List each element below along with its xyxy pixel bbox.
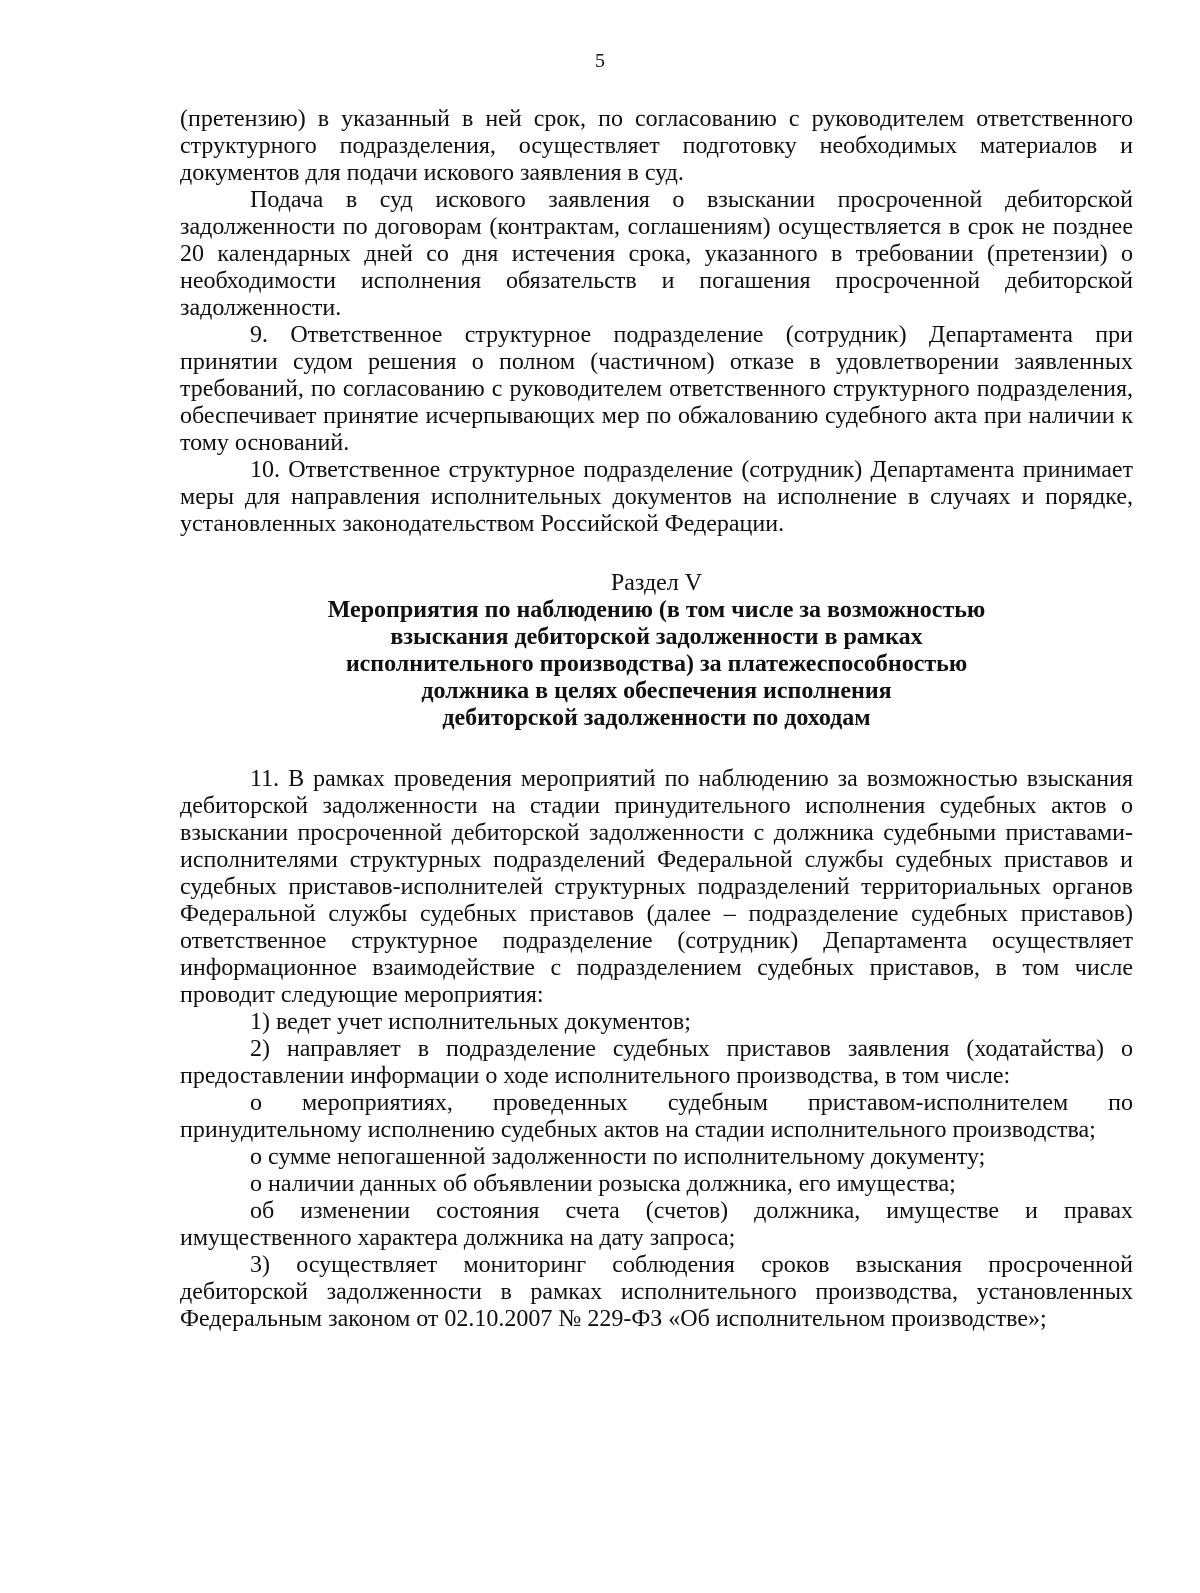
list-item-2: 2) направляет в подразделение судебных приставов заявления (ходатайства) о предоставлении информации о ходе исполнительного производства, в том числе: <box>180 1036 1133 1089</box>
paragraph-group-bottom <box>180 766 1133 1333</box>
section-title-line: дебиторской задолженности по доходам <box>442 705 871 731</box>
sub-item-debt-amount: о сумме непогашенной задолженности по исполнительному документу; <box>250 1144 986 1170</box>
sub-item-search: о наличии данных об объявлении розыска должника, его имущества; <box>250 1171 956 1197</box>
page-number: 5 <box>595 50 605 72</box>
list-item-1: 1) ведет учет исполнительных документов; <box>250 1009 691 1035</box>
sub-item-account-change: об изменении состояния счета (счетов) должника, имуществе и правах имущественного характера должника на дату запроса; <box>180 1198 1133 1251</box>
section-title-line: должника в целях обеспечения исполнения <box>421 678 892 704</box>
paragraph-item-11: 11. В рамках проведения мероприятий по наблюдению за возможностью взыскания дебиторской задолженности на стадии принудительного исполнения судебных актов о взыскании просроченной дебиторской задолженности с должника судебными приставами-исполнителями структурных подразделений Федеральной службы судебных приставов и судебных приставов-исполнителей структурных подразделений территориальных органов Федеральной службы судебных приставов (далее – подразделение судебных приставов) ответственное структурное подразделение (сотрудник) Департамента осуществляет информационное взаимодействие с подразделением судебных приставов, в том числе проводит следующие мероприятия: <box>180 766 1133 1008</box>
list-item-3: 3) осуществляет мониторинг соблюдения сроков взыскания просроченной дебиторской задолженности в рамках исполнительного производства, установленных Федеральным законом от 02.10.2007 № 229-ФЗ «Об исполнительном производстве»; <box>180 1252 1133 1332</box>
section-title-line: Мероприятия по наблюдению (в том числе за возможностью <box>327 597 986 623</box>
section-title <box>180 597 1133 732</box>
section-title-line: взыскания дебиторской задолженности в рамках <box>390 624 923 650</box>
section-heading <box>180 570 1133 732</box>
sub-item-measures: о мероприятиях, проведенных судебным приставом-исполнителем по принудительному исполнению судебных актов на стадии исполнительного производства; <box>180 1090 1133 1143</box>
paragraph-lawsuit-filing: Подача в суд искового заявления о взыскании просроченной дебиторской задолженности по договорам (контрактам, соглашениям) осуществляется в срок не позднее 20 календарных дней со дня истечения срока, указанного в требовании (претензии) о необходимости исполнения обязательств и погашения просроченной дебиторской задолженности. <box>180 187 1133 321</box>
paragraph-continuation: (претензию) в указанный в ней срок, по согласованию с руководителем ответственного структурного подразделения, осуществляет подготовку необходимых материалов и документов для подачи искового заявления в суд. <box>180 106 1133 186</box>
paragraph-group-top <box>180 106 1133 538</box>
paragraph-item-10: 10. Ответственное структурное подразделение (сотрудник) Департамента принимает меры для направления исполнительных документов на исполнение в случаях и порядке, установленных законодательством Российской Федерации. <box>180 457 1133 537</box>
paragraph-item-9: 9. Ответственное структурное подразделение (сотрудник) Департамента при принятии судом решения о полном (частичном) отказе в удовлетворении заявленных требований, по согласованию с руководителем ответственного структурного подразделения, обеспечивает принятие исчерпывающих мер по обжалованию судебного акта при наличии к тому оснований. <box>180 322 1133 456</box>
section-label: Раздел V <box>610 570 703 596</box>
section-title-line: исполнительного производства) за платежеспособностью <box>345 651 968 677</box>
